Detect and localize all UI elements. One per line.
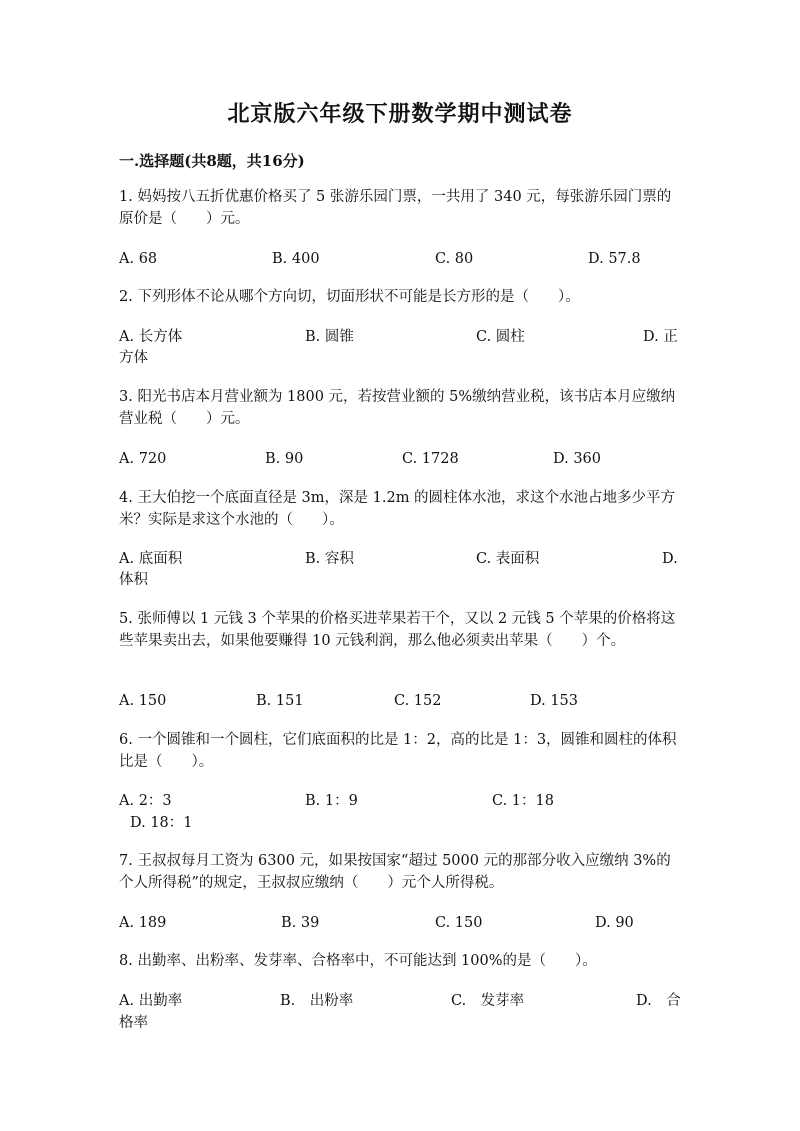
option-b: B. 90 <box>265 451 304 467</box>
question-2-options <box>119 326 685 348</box>
question-8-stem: 8. 出勤率、出粉率、发芽率、合格率中，不可能达到 100%的是（ ）。 <box>119 953 597 969</box>
option-c: C. 圆柱 <box>476 329 525 345</box>
question-5-options <box>119 690 685 712</box>
question-8-options <box>119 990 685 1012</box>
question-6-options <box>119 790 685 812</box>
option-a: A. 150 <box>119 693 167 709</box>
question-4-stem: 4. 王大伯挖一个底面直径是 3m，深是 1.2m 的圆柱体水池，求这个水池占地多少平方米？实际是求这个水池的（ ）。 <box>119 490 676 528</box>
option-a: A. 68 <box>119 251 158 267</box>
question-6-stem: 6. 一个圆锥和一个圆柱，它们底面积的比是 1：2，高的比是 1：3，圆锥和圆柱的体积比是（ ）。 <box>119 732 677 770</box>
question-3-stem: 3. 阳光书店本月营业额为 1800 元，若按营业额的 5%缴纳营业税，该书店本月应缴纳营业税（ ）元。 <box>119 389 676 427</box>
option-b: B. 出粉率 <box>280 993 354 1009</box>
option-c: C. 1：18 <box>492 793 554 809</box>
option-c: C. 1728 <box>402 451 459 467</box>
option-d: D. 合 <box>636 993 681 1009</box>
option-a: A. 189 <box>119 915 167 931</box>
page-title: 北京版六年级下册数学期中测试卷 <box>227 101 573 127</box>
option-c: C. 150 <box>435 915 483 931</box>
option-a: A. 出勤率 <box>119 993 183 1009</box>
option-a: A. 长方体 <box>119 329 183 345</box>
question-4-option-d-wrap: 体积 <box>119 572 148 588</box>
option-d: D. <box>662 551 678 567</box>
option-d: D. 57.8 <box>588 251 641 267</box>
option-b: B. 圆锥 <box>305 329 354 345</box>
option-d: D. 153 <box>530 693 579 709</box>
question-1-options <box>119 248 685 270</box>
option-c: C. 80 <box>435 251 474 267</box>
option-b: B. 151 <box>256 693 304 709</box>
option-a: A. 2：3 <box>119 793 172 809</box>
option-b: B. 39 <box>281 915 320 931</box>
option-b: B. 1：9 <box>305 793 358 809</box>
option-a: A. 底面积 <box>119 551 183 567</box>
question-4-options <box>119 548 685 570</box>
question-7-options <box>119 912 685 934</box>
option-a: A. 720 <box>119 451 167 467</box>
question-6-option-d: D. 18：1 <box>130 815 193 831</box>
question-3-options <box>119 448 685 470</box>
section-heading: 一.选择题(共8题，共16分) <box>119 152 305 170</box>
option-d: D. 360 <box>553 451 602 467</box>
option-d: D. 90 <box>595 915 634 931</box>
option-b: B. 容积 <box>305 551 354 567</box>
option-c: C. 发芽率 <box>451 993 525 1009</box>
option-b: B. 400 <box>272 251 320 267</box>
question-2-stem: 2. 下列形体不论从哪个方向切，切面形状不可能是长方形的是（ ）。 <box>119 289 580 305</box>
question-2-option-d-wrap: 方体 <box>119 350 148 366</box>
question-7-stem: 7. 王叔叔每月工资为 6300 元，如果按国家“超过 5000 元的那部分收入应缴纳 3%的个人所得税”的规定，王叔叔应缴纳（ ）元个人所得税。 <box>119 853 671 891</box>
question-1-stem: 1. 妈妈按八五折优惠价格买了 5 张游乐园门票，一共用了 340 元，每张游乐园门票的原价是（ ）元。 <box>119 189 672 227</box>
option-d: D. 正 <box>643 329 678 345</box>
option-c: C. 152 <box>394 693 442 709</box>
question-8-option-d-wrap: 格率 <box>119 1015 148 1031</box>
option-c: C. 表面积 <box>476 551 540 567</box>
question-5-stem: 5. 张师傅以 1 元钱 3 个苹果的价格买进苹果若干个，又以 2 元钱 5 个苹果的价格将这些苹果卖出去，如果他要赚得 10 元钱利润，那么他必须卖出苹果（ ）个。 <box>119 611 676 649</box>
